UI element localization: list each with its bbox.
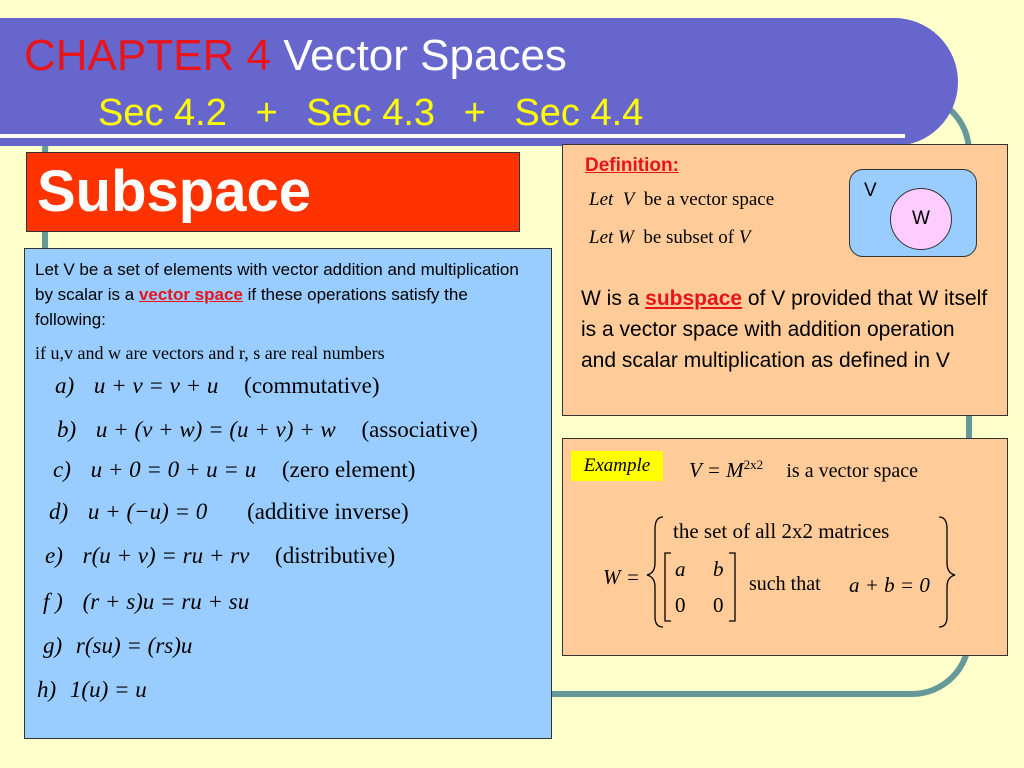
- axiom-g: [43, 633, 192, 659]
- intro-text-end: if these operations satisfy the following:: [35, 285, 468, 329]
- subspace-heading-box: [26, 152, 520, 232]
- chapter-topic: Vector Spaces: [283, 31, 567, 80]
- intro-text: Let V be a set of elements with vector addition and multiplication by scalar is a: [35, 260, 519, 304]
- axiom-equation: u + (−u) = 0: [87, 499, 208, 524]
- axiom-label: b): [57, 417, 77, 442]
- axiom-equation: u + v = v + u: [93, 373, 219, 398]
- subspace-term: subspace: [645, 287, 743, 310]
- axiom-label: h): [37, 677, 57, 702]
- such-that-text: such that: [749, 573, 821, 595]
- vector-space-term: vector space: [138, 285, 243, 304]
- matrix-cell: 0: [675, 593, 686, 617]
- axiom-equation: (r + s)u = ru + su: [82, 589, 250, 614]
- venn-set-v-label: V: [864, 180, 877, 201]
- statement-text: W is a: [581, 287, 646, 310]
- section-4-3: Sec 4.3: [306, 92, 436, 134]
- var-v: V: [738, 227, 751, 248]
- axiom-label: c): [53, 457, 71, 482]
- definition-let-w: [589, 227, 750, 249]
- let-word: Let: [589, 189, 614, 210]
- venn-diagram: [849, 169, 977, 257]
- axioms-intro: [35, 257, 535, 332]
- axiom-name: (distributive): [275, 543, 396, 568]
- m-dimension: 2x2: [743, 457, 764, 472]
- axiom-label: g): [43, 633, 63, 658]
- is-vector-space-text: is a vector space: [786, 460, 918, 482]
- axiom-a: [55, 373, 380, 399]
- axiom-label: d): [49, 499, 69, 524]
- matrix-cell: b: [713, 557, 724, 581]
- axiom-equation: u + (v + w) = (u + v) + w: [95, 417, 336, 442]
- axiom-label: a): [55, 373, 75, 398]
- axiom-equation: u + 0 = 0 + u = u: [90, 457, 257, 482]
- example-box: [562, 438, 1008, 656]
- subspace-heading: Subspace: [37, 159, 311, 224]
- axiom-h: [37, 677, 147, 703]
- example-matrix: [661, 551, 737, 621]
- banner-underline: [0, 134, 905, 138]
- axiom-equation: 1(u) = u: [69, 677, 147, 702]
- axiom-b: [57, 417, 478, 443]
- axiom-d: [49, 499, 409, 525]
- matrix-cell: 0: [713, 593, 724, 617]
- axiom-e: [45, 543, 395, 569]
- matrix-cell: a: [675, 557, 686, 581]
- v-equals-m: V = M: [689, 458, 744, 482]
- axioms-condition: if u,v and w are vectors and r, s are real numbers: [35, 343, 385, 363]
- definition-let-v: [589, 189, 774, 211]
- set-description: the set of all 2x2 matrices: [673, 519, 890, 543]
- section-subtitle: [98, 94, 643, 132]
- sum-condition: a + b = 0: [849, 573, 930, 597]
- venn-set-w-label: W: [912, 208, 930, 229]
- section-4-4: Sec 4.4: [514, 92, 644, 134]
- w-equals: W =: [603, 565, 640, 589]
- axiom-equation: r(u + v) = ru + rv: [82, 543, 250, 568]
- axiom-f: [43, 589, 249, 615]
- axiom-name: (associative): [361, 417, 478, 442]
- let-w-text: be subset of: [643, 227, 735, 248]
- definition-box: [562, 144, 1008, 416]
- slide-title: [24, 31, 567, 80]
- axiom-name: (additive inverse): [247, 499, 409, 524]
- chapter-label: CHAPTER 4: [24, 31, 271, 80]
- axiom-equation: r(su) = (rs)u: [75, 633, 193, 658]
- definition-statement: [581, 283, 991, 376]
- vector-space-axioms-box: [24, 248, 552, 739]
- var-w: W: [618, 227, 634, 248]
- plus-sign: +: [255, 92, 278, 134]
- let-word: Let: [589, 227, 614, 248]
- definition-heading: Definition:: [585, 155, 679, 176]
- let-v-text: be a vector space: [643, 189, 775, 210]
- axiom-label: e): [45, 543, 63, 568]
- var-v: V: [622, 189, 635, 210]
- axiom-name: (zero element): [281, 457, 416, 482]
- section-4-2: Sec 4.2: [98, 92, 227, 134]
- axiom-name: (commutative): [244, 373, 380, 398]
- axiom-label: f ): [43, 589, 63, 614]
- statement-text-end: of V provided that W itself is a vector space with addition operation and scalar multiplication as defined in V: [581, 287, 988, 372]
- plus-sign: +: [463, 92, 486, 134]
- set-braces: [563, 439, 1009, 657]
- example-label: Example: [571, 451, 663, 481]
- axiom-c: [53, 457, 415, 483]
- venn-subset-w: [890, 188, 952, 250]
